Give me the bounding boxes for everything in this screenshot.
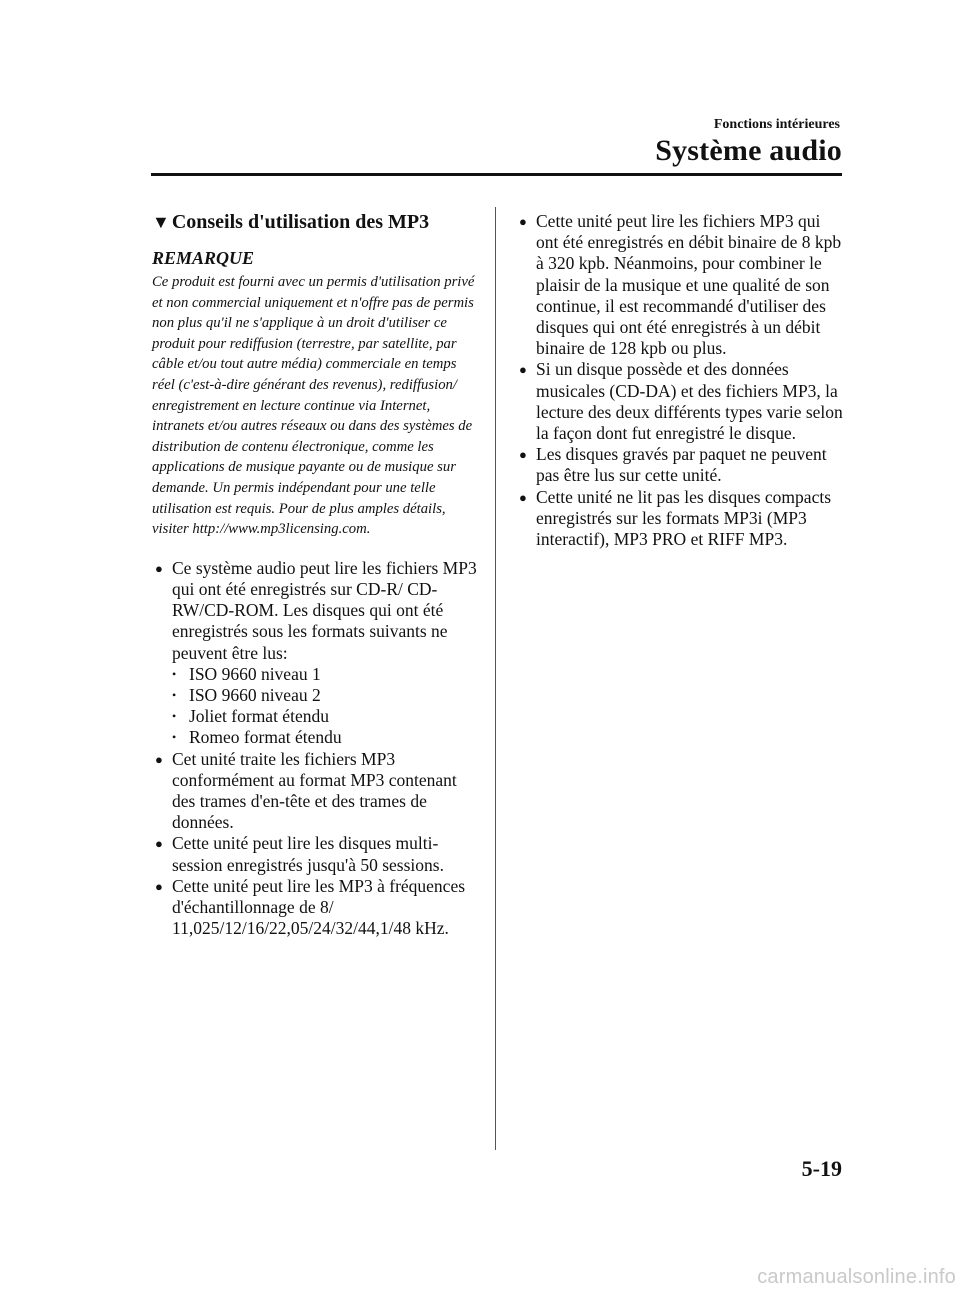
sub-bullet-icon: • (172, 730, 177, 745)
note-label: REMARQUE (152, 248, 255, 268)
list-item-text: Cet unité traite les fichiers MP3 conformément au format MP3 contenant des trames d'en-tête et des trames de données. (172, 748, 457, 833)
header-title: Système audio (655, 134, 842, 167)
header-rule (151, 173, 842, 176)
watermark: carmanualsonline.info (757, 1266, 956, 1288)
bullet-icon: ● (519, 447, 527, 463)
list-item (152, 833, 477, 875)
sub-bullet-icon: • (172, 687, 177, 702)
sub-list-item-text: ISO 9660 niveau 1 (189, 663, 321, 684)
bullet-icon: ● (519, 489, 527, 505)
section-title-text: Conseils d'utilisation des MP3 (171, 211, 430, 233)
column-divider (495, 207, 496, 1150)
list-item (152, 749, 477, 834)
list-item-text: Si un disque possède et des données musicales (CD-DA) et des fichiers MP3, la lecture des deux différents types varie selon la façon dont fut enregistré le disque. (536, 359, 843, 444)
sub-list-item-text: ISO 9660 niveau 2 (189, 684, 321, 705)
header-chapter: Fonctions intérieures (713, 117, 840, 132)
bullet-icon: ● (155, 836, 163, 852)
list-item (152, 558, 477, 749)
list-item-text: Cette unité peut lire les fichiers MP3 qui ont été enregistrés en débit binaire de 8 kpb à 320 kpb. Néanmoins, pour combiner le plaisir de la musique et une qualité de son continue, il est recommandé d'utiliser des disques qui ont été enregistrés à un débit binaire de 128 kpb ou plus. (536, 211, 842, 359)
sub-list-item (172, 685, 477, 706)
triangle-down-icon: ▼ (152, 212, 170, 232)
sub-list-item (172, 664, 477, 685)
note-text: Ce produit est fourni avec un permis d'utilisation privé et non commercial uniquement et n'offre pas de permis non plus qu'il ne s'applique à un droit d'utiliser ce produit pour rediffusion (terrestre, par satellite, par câble et/ou tout autre média) commerciale en temps réel (c'est-à-dire générant des revenus), rediffusion/ enregistrement en lecture continue via Internet, intranets et/ou autres réseaux ou dans des systèmes de distribution de contenu électronique, comme les applications de musique payante ou de musique sur demande. Un permis indépendant pour une telle utilisation est requis. Pour de plus amples détails, visiter http://www.mp3licensing.com. (152, 274, 475, 538)
bullet-icon: ● (155, 751, 163, 767)
list-item-text: Ce système audio peut lire les fichiers MP3 qui ont été enregistrés sur CD-R/ CD-RW/CD-ROM. Les disques qui ont été enregistrés sous les formats suivants ne peuvent être lus: (172, 557, 477, 663)
right-column (516, 211, 846, 550)
list-item (516, 359, 846, 444)
left-bullet-list (152, 558, 477, 940)
list-item (516, 487, 846, 551)
list-item (516, 444, 846, 486)
sub-list-item-text: Romeo format étendu (189, 727, 342, 748)
sub-list-item (172, 706, 477, 727)
sub-bullet-list (172, 664, 477, 749)
list-item-text: Cette unité peut lire les MP3 à fréquences d'échantillonnage de 8/ 11,025/12/16/22,05/24/32/44,1/48 kHz. (172, 875, 466, 939)
right-bullet-list (516, 211, 846, 550)
sub-list-item-text: Joliet format étendu (189, 706, 329, 727)
list-item-text: Cette unité peut lire les disques multi- session enregistrés jusqu'à 50 sessions. (172, 833, 444, 875)
section-title (152, 211, 477, 234)
list-item (516, 211, 846, 359)
bullet-icon: ● (519, 362, 527, 378)
page-number: 5-19 (801, 1156, 842, 1181)
left-column (152, 211, 477, 939)
bullet-icon: ● (155, 560, 163, 576)
sub-list-item (172, 727, 477, 748)
sub-bullet-icon: • (172, 666, 177, 681)
list-item-text: Les disques gravés par paquet ne peuvent pas être lus sur cette unité. (536, 444, 827, 486)
list-item-text: Cette unité ne lit pas les disques compacts enregistrés sur les formats MP3i (MP3 interactif), MP3 PRO et RIFF MP3. (536, 486, 832, 550)
bullet-icon: ● (155, 878, 163, 894)
bullet-icon: ● (519, 214, 527, 229)
list-item (152, 876, 477, 940)
sub-bullet-icon: • (172, 709, 177, 724)
